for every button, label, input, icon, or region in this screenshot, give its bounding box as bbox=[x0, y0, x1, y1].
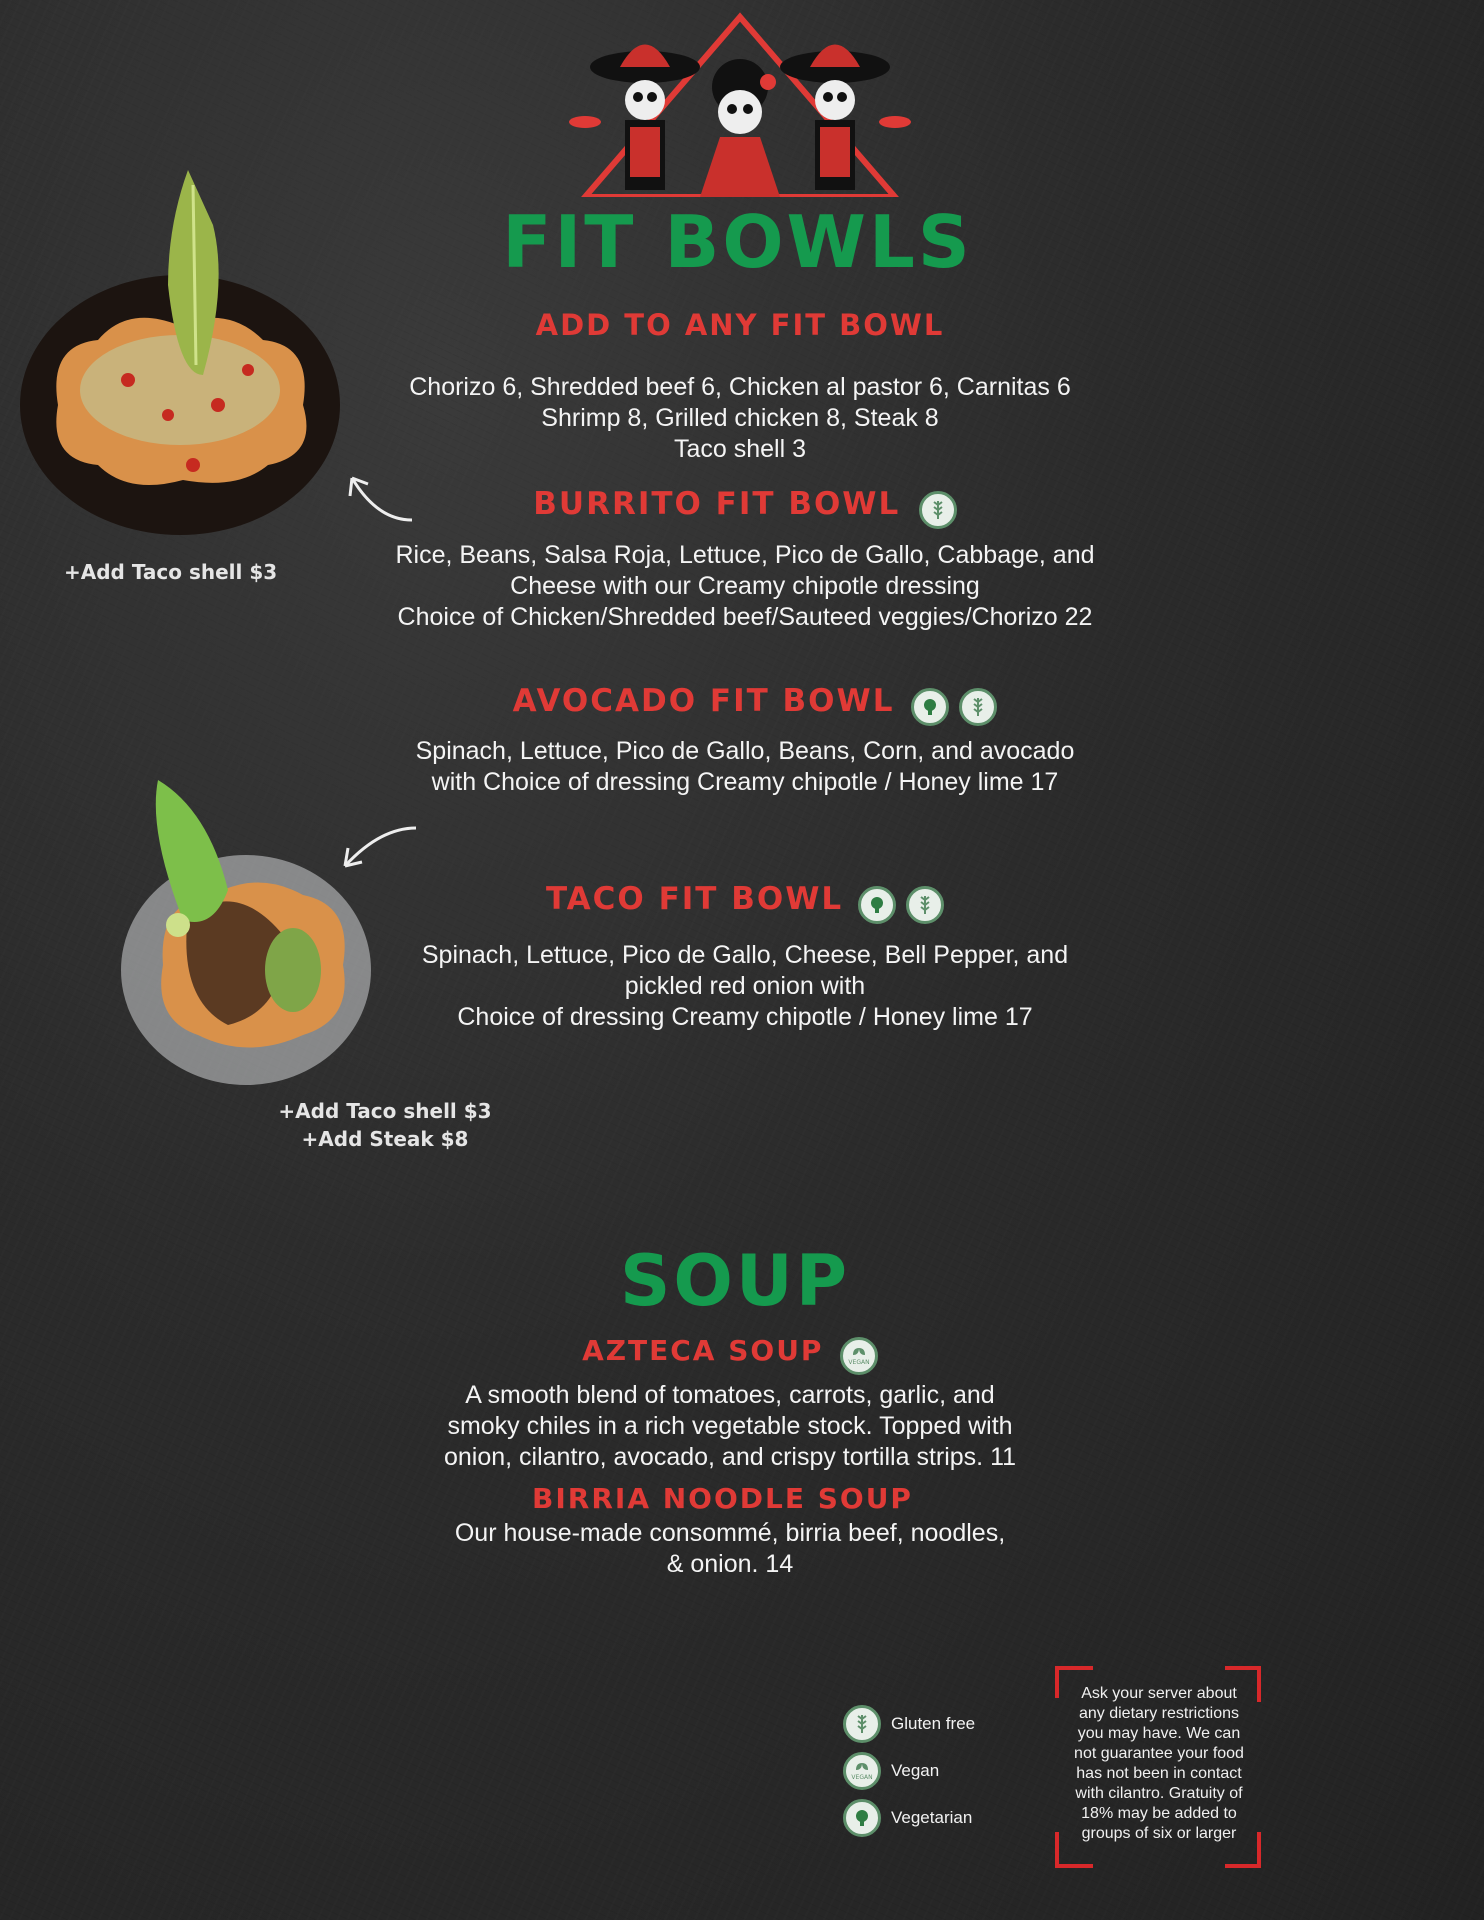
taco-fit-bowl-title: TACO FIT BOWL bbox=[545, 881, 844, 917]
description-line: Rice, Beans, Salsa Roja, Lettuce, Pico de Gallo, Cabbage, and bbox=[395, 541, 1095, 569]
description-line: Spinach, Lettuce, Pico de Gallo, Beans, Corn, and avocado bbox=[415, 737, 1075, 765]
add-ons-list bbox=[380, 372, 1100, 465]
addon-taco-shell-1: +Add Taco shell $3 bbox=[64, 560, 278, 584]
notice-line: with cilantro. Gratuity of bbox=[1075, 1785, 1243, 1802]
notice-line: 18% may be added to bbox=[1081, 1805, 1237, 1822]
gluten-free-icon bbox=[906, 886, 944, 924]
description-line: smoky chiles in a rich vegetable stock. Topped with bbox=[447, 1412, 1013, 1440]
add-ons-line: Chorizo 6, Shredded beef 6, Chicken al pastor 6, Carnitas 6 bbox=[409, 373, 1071, 401]
notice-line: groups of six or larger bbox=[1081, 1825, 1237, 1842]
avocado-fit-bowl-description bbox=[380, 736, 1110, 798]
notice-line: any dietary restrictions bbox=[1078, 1705, 1240, 1722]
gluten-free-icon bbox=[959, 688, 997, 726]
addon-block-2 bbox=[260, 1097, 510, 1153]
svg-text:VEGAN: VEGAN bbox=[848, 1358, 870, 1366]
add-ons-line: Taco shell 3 bbox=[673, 435, 807, 463]
azteca-soup-description bbox=[430, 1380, 1030, 1473]
fit-bowls-title: FIT BOWLS bbox=[502, 200, 973, 284]
legend-gluten-free bbox=[843, 1705, 1043, 1743]
azteca-soup-title: AZTECA SOUP bbox=[582, 1334, 824, 1367]
legend-vegan-label: Vegan bbox=[891, 1761, 940, 1780]
description-line: Spinach, Lettuce, Pico de Gallo, Cheese, Bell Pepper, and bbox=[421, 941, 1069, 969]
birria-noodle-soup-description bbox=[430, 1518, 1030, 1580]
description-line: with Choice of dressing Creamy chipotle / Honey lime 17 bbox=[431, 768, 1059, 796]
description-line: pickled red onion with bbox=[624, 972, 866, 1000]
arrow-2-icon bbox=[340, 822, 420, 872]
avocado-fit-bowl-heading bbox=[430, 683, 1080, 726]
legend-vegetarian bbox=[843, 1799, 1043, 1837]
addon-taco-shell-2: +Add Taco shell $3 bbox=[278, 1099, 492, 1123]
arrow-1-icon bbox=[342, 470, 417, 525]
notice-line: Ask your server about bbox=[1081, 1685, 1237, 1702]
soup-title: SOUP bbox=[619, 1240, 851, 1322]
dietary-notice bbox=[1053, 1662, 1265, 1872]
notice-line: you may have. We can bbox=[1077, 1725, 1241, 1742]
addon-steak: +Add Steak $8 bbox=[301, 1127, 469, 1151]
gluten-free-icon bbox=[843, 1705, 881, 1743]
avocado-fit-bowl-title: AVOCADO FIT BOWL bbox=[512, 683, 895, 719]
vegetarian-icon bbox=[911, 688, 949, 726]
description-line: Cheese with our Creamy chipotle dressing bbox=[510, 572, 980, 600]
burrito-fit-bowl-title: BURRITO FIT BOWL bbox=[533, 486, 901, 522]
description-line: & onion. 14 bbox=[666, 1550, 794, 1578]
taco-fit-bowl-description bbox=[380, 940, 1110, 1033]
taco-shell-salad-photo bbox=[18, 165, 343, 545]
vegetarian-icon bbox=[843, 1799, 881, 1837]
azteca-soup-heading bbox=[460, 1334, 1000, 1375]
gluten-free-icon bbox=[919, 491, 957, 529]
svg-text:VEGAN: VEGAN bbox=[851, 1774, 873, 1781]
notice-text bbox=[1059, 1684, 1259, 1844]
birria-noodle-soup-title: BIRRIA NOODLE SOUP bbox=[532, 1482, 913, 1515]
notice-line: has not been in contact bbox=[1076, 1765, 1242, 1782]
burrito-fit-bowl-heading bbox=[420, 486, 1070, 529]
description-line: Our house-made consommé, birria beef, noodles, bbox=[454, 1519, 1006, 1547]
legend-vegan bbox=[843, 1752, 1043, 1790]
description-line: Choice of dressing Creamy chipotle / Honey lime 17 bbox=[457, 1003, 1033, 1031]
notice-line: not guarantee your food bbox=[1074, 1745, 1244, 1762]
description-line: A smooth blend of tomatoes, carrots, garlic, and bbox=[465, 1381, 995, 1409]
burrito-fit-bowl-description bbox=[380, 540, 1110, 633]
add-ons-line: Shrimp 8, Grilled chicken 8, Steak 8 bbox=[541, 404, 939, 432]
vegan-icon bbox=[843, 1752, 881, 1790]
logo bbox=[560, 12, 920, 197]
vegetarian-icon bbox=[858, 886, 896, 924]
taco-fit-bowl-heading bbox=[420, 881, 1070, 924]
steak-fit-bowl-photo bbox=[118, 770, 373, 1095]
vegan-icon bbox=[840, 1337, 878, 1375]
description-line: onion, cilantro, avocado, and crispy tortilla strips. 11 bbox=[443, 1443, 1017, 1471]
legend-gluten-free-label: Gluten free bbox=[891, 1714, 976, 1733]
description-line: Choice of Chicken/Shredded beef/Sauteed veggies/Chorizo 22 bbox=[397, 603, 1093, 631]
add-to-any-title: ADD TO ANY FIT BOWL bbox=[535, 308, 945, 342]
legend-vegetarian-label: Vegetarian bbox=[891, 1808, 973, 1827]
dietary-legend bbox=[843, 1705, 1043, 1837]
